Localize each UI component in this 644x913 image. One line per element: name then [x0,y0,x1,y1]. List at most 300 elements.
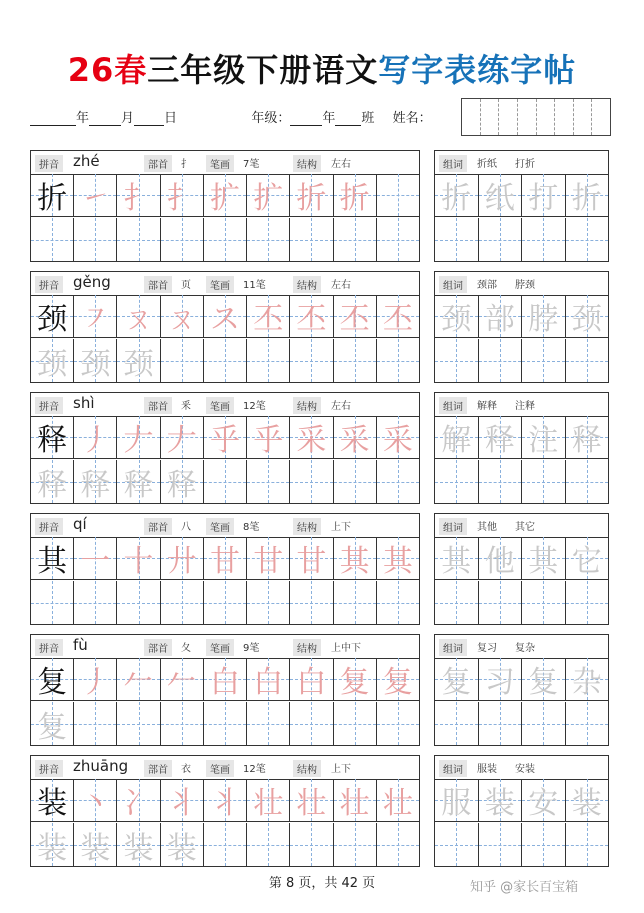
stroke-step-char: 丿 [80,665,111,700]
practice-row [31,416,419,459]
stroke-step-cell[interactable] [247,779,290,822]
stroke-step-cell[interactable] [117,416,160,459]
stroke-step-char: 采 [382,423,413,458]
word-practice-cell[interactable] [522,460,566,503]
trace-char: 释 [166,467,197,503]
stroke-step-char: 甘 [296,544,327,579]
model-char-cell [31,174,74,217]
stroke-step-cell[interactable] [117,295,160,338]
day-blank[interactable] [134,111,164,126]
practice-cell[interactable] [204,581,247,624]
stroke-step-char: 丕 [339,302,370,337]
stroke-step-char: 复 [339,665,370,700]
word-trace-cell[interactable] [435,416,479,459]
words-header [435,272,608,296]
words-row [435,779,608,822]
practice-cell[interactable] [334,581,377,624]
word-trace-cell[interactable] [522,537,566,580]
words-header [435,756,608,780]
word-trace-char: 解 [441,423,472,458]
stroke-step-cell[interactable] [117,537,160,580]
practice-cell[interactable] [247,581,290,624]
stroke-step-cell[interactable] [117,779,160,822]
pinyin-value: fù [73,636,88,654]
grade-label: 年级： [251,111,291,126]
practice-cell[interactable] [161,218,204,261]
card-header [31,514,419,538]
strokes-value: 11笔 [243,280,266,291]
words-row [435,416,608,459]
words-label: 组词 [439,155,467,172]
strokes-label: 笔画 [206,760,234,777]
practice-card [30,271,420,383]
word-practice-cell[interactable] [479,823,523,866]
info-line [30,107,432,127]
stroke-step-char: 采 [296,423,327,458]
stroke-step-cell[interactable] [334,779,377,822]
words-row [435,823,608,866]
practice-cell[interactable] [117,702,160,745]
radical-label: 部首 [144,639,172,656]
practice-cell[interactable] [74,823,117,866]
stroke-step-cell[interactable] [74,537,117,580]
word-practice-cell[interactable] [522,581,566,624]
stroke-step-cell[interactable] [247,416,290,459]
structure-value: 左右 [331,401,351,412]
practice-row [31,658,419,701]
word-2: 打折 [515,159,535,170]
day-label: 日 [164,111,178,126]
practice-cell[interactable] [31,581,74,624]
model-char: 装 [37,786,68,821]
practice-row [31,174,419,217]
word-trace-char: 其 [528,544,559,579]
practice-row [31,702,419,745]
word-practice-cell[interactable] [435,823,479,866]
practice-cell[interactable] [74,702,117,745]
trace-char: 颈 [37,346,68,382]
stroke-step-char: 丬 [209,786,240,821]
practice-cell[interactable] [334,218,377,261]
word-trace-char: 注 [528,423,559,458]
word-trace-char: 复 [528,665,559,700]
trace-char: 装 [80,830,111,866]
stroke-step-cell[interactable] [247,537,290,580]
word-practice-cell[interactable] [522,823,566,866]
practice-cell[interactable] [204,460,247,503]
radical-label: 部首 [144,518,172,535]
stroke-step-cell[interactable] [377,779,419,822]
stroke-step-cell[interactable] [290,779,333,822]
stroke-step-cell[interactable] [290,416,333,459]
stroke-step-cell[interactable] [117,174,160,217]
word-trace-cell[interactable] [566,537,609,580]
model-char-cell [31,295,74,338]
stroke-step-char: 十 [123,544,154,579]
model-char-cell [31,537,74,580]
practice-cell[interactable] [290,460,333,503]
word-trace-char: 释 [571,423,602,458]
practice-cell[interactable] [31,460,74,503]
word-trace-cell[interactable] [435,537,479,580]
practice-cell[interactable] [161,339,204,382]
practice-cell[interactable] [204,702,247,745]
stroke-step-cell[interactable] [377,174,419,217]
words-label: 组词 [439,276,467,293]
practice-cell[interactable] [204,823,247,866]
practice-cell[interactable] [161,460,204,503]
practice-cell[interactable] [247,339,290,382]
class-label: 班 [361,111,375,126]
stroke-step-char: 其 [382,544,413,579]
word-trace-cell[interactable] [522,658,566,701]
word-trace-cell[interactable] [566,174,609,217]
words-header [435,151,608,175]
word-trace-cell[interactable] [479,416,523,459]
stroke-step-cell[interactable] [204,779,247,822]
card-header [31,393,419,417]
stroke-step-cell[interactable] [247,295,290,338]
word-trace-char: 杂 [571,665,602,700]
practice-cell[interactable] [74,581,117,624]
word-practice-cell[interactable] [479,581,523,624]
trace-char: 装 [166,830,197,866]
word-practice-cell[interactable] [566,218,609,261]
word-trace-cell[interactable] [522,416,566,459]
trace-char: 释 [37,467,68,503]
stroke-step-cell[interactable] [117,658,160,701]
stroke-step-cell[interactable] [74,174,117,217]
stroke-step-cell[interactable] [74,658,117,701]
card-header [31,151,419,175]
strokes-label: 笔画 [206,518,234,535]
words-row [435,658,608,701]
month-blank[interactable] [89,111,121,126]
model-char-cell [31,658,74,701]
stroke-step-char: 丶 [80,786,111,821]
stroke-step-char: 白 [253,665,284,700]
practice-cell[interactable] [161,581,204,624]
model-char: 其 [37,544,68,579]
model-char-cell [31,779,74,822]
stroke-step-cell[interactable] [74,295,117,338]
practice-cell[interactable] [117,460,160,503]
words-row [435,339,608,382]
stroke-step-cell[interactable] [334,295,377,338]
stroke-step-char: 复 [382,665,413,700]
structure-value: 上下 [331,522,351,533]
stroke-step-cell[interactable] [204,295,247,338]
word-practice-cell[interactable] [435,581,479,624]
stroke-step-cell[interactable] [334,416,377,459]
class-blank[interactable] [335,111,361,126]
radical-value: 八 [181,522,191,533]
word-trace-cell[interactable] [566,416,609,459]
practice-cell[interactable] [377,339,419,382]
card-header [31,272,419,296]
stroke-step-cell[interactable] [161,537,204,580]
words-row [435,174,608,217]
practice-cell[interactable] [334,339,377,382]
practice-row [31,581,419,624]
word-trace-cell[interactable] [479,658,523,701]
practice-cell[interactable] [204,339,247,382]
word-practice-cell[interactable] [479,460,523,503]
stroke-step-cell[interactable] [161,779,204,822]
word-trace-char: 打 [528,181,559,216]
word-practice-cell[interactable] [479,339,523,382]
stroke-step-cell[interactable] [334,537,377,580]
word-practice-cell[interactable] [435,460,479,503]
model-char: 复 [37,665,68,700]
stroke-step-cell[interactable] [161,658,204,701]
practice-cell[interactable] [31,823,74,866]
strokes-value: 12笔 [243,401,266,412]
pinyin-label: 拼音 [35,155,63,172]
words-card [434,755,609,867]
word-2: 脖颈 [515,280,535,291]
word-trace-char: 服 [441,786,472,821]
word-trace-char: 复 [441,665,472,700]
stroke-step-char: 丬 [166,786,197,821]
structure-label: 结构 [293,397,321,414]
word-trace-char: 纸 [484,181,515,216]
stroke-step-cell[interactable] [377,295,419,338]
stroke-step-cell[interactable] [204,416,247,459]
words-header [435,393,608,417]
word-trace-char: 折 [571,181,602,216]
stroke-step-char: 冫 [123,786,154,821]
word-practice-cell[interactable] [522,218,566,261]
practice-cell[interactable] [377,218,419,261]
word-trace-cell[interactable] [522,174,566,217]
stroke-step-char: 扩 [253,181,284,216]
practice-card [30,513,420,625]
practice-cell[interactable] [334,702,377,745]
strokes-value: 8笔 [243,522,260,533]
word-trace-cell[interactable] [522,295,566,338]
stroke-step-char: 壮 [382,786,413,821]
word-practice-cell[interactable] [522,339,566,382]
stroke-step-cell[interactable] [74,779,117,822]
stroke-step-char: 丿 [80,423,111,458]
trace-char: 颈 [123,346,154,382]
card-header [31,635,419,659]
stroke-step-char: 折 [339,181,370,216]
word-1: 其他 [477,522,497,533]
stroke-step-char: 扌 [166,181,197,216]
model-char: 颈 [37,302,68,337]
word-trace-cell[interactable] [479,174,523,217]
stroke-step-char: 壮 [339,786,370,821]
year-blank[interactable] [30,111,76,126]
word-practice-cell[interactable] [566,581,609,624]
practice-cell[interactable] [377,460,419,503]
word-practice-cell[interactable] [566,460,609,503]
stroke-step-cell[interactable] [377,658,419,701]
pinyin-label: 拼音 [35,518,63,535]
title-part1: 26春 [67,51,148,89]
practice-cell[interactable] [377,823,419,866]
word-trace-cell[interactable] [435,779,479,822]
practice-cell[interactable] [74,339,117,382]
stroke-step-cell[interactable] [290,658,333,701]
stroke-step-char: ㇇ [80,302,111,337]
stroke-step-cell[interactable] [161,295,204,338]
practice-row [31,339,419,382]
word-practice-cell[interactable] [566,339,609,382]
pinyin-label: 拼音 [35,397,63,414]
word-trace-cell[interactable] [566,295,609,338]
word-trace-cell[interactable] [479,295,523,338]
stroke-step-cell[interactable] [247,174,290,217]
stroke-step-char: 丕 [253,302,284,337]
practice-cell[interactable] [117,581,160,624]
practice-cell[interactable] [74,218,117,261]
radical-label: 部首 [144,155,172,172]
word-2: 其它 [515,522,535,533]
stroke-step-cell[interactable] [204,174,247,217]
radical-value: 夂 [181,643,191,654]
stroke-step-char: 折 [296,181,327,216]
practice-cell[interactable] [377,702,419,745]
stroke-step-char: 白 [209,665,240,700]
stroke-step-cell[interactable] [290,174,333,217]
words-card [434,513,609,625]
practice-cell[interactable] [31,339,74,382]
stroke-step-char: 扌 [123,181,154,216]
word-trace-cell[interactable] [522,779,566,822]
word-practice-cell[interactable] [435,339,479,382]
word-trace-cell[interactable] [435,295,479,338]
pinyin-value: zhé [73,152,100,170]
words-row [435,702,608,745]
word-trace-cell[interactable] [435,174,479,217]
strokes-label: 笔画 [206,397,234,414]
pinyin-value: gěng [73,273,111,291]
practice-cell[interactable] [290,339,333,382]
word-trace-cell[interactable] [479,779,523,822]
stroke-step-cell[interactable] [74,416,117,459]
stroke-step-cell[interactable] [204,658,247,701]
practice-cell[interactable] [31,218,74,261]
practice-cell[interactable] [247,460,290,503]
practice-card [30,634,420,746]
practice-cell[interactable] [247,823,290,866]
word-trace-char: 其 [441,544,472,579]
stroke-step-cell[interactable] [247,658,290,701]
practice-cell[interactable] [377,581,419,624]
words-label: 组词 [439,397,467,414]
stroke-step-cell[interactable] [161,174,204,217]
word-2: 注释 [515,401,535,412]
page-title [0,44,644,96]
practice-cell[interactable] [247,218,290,261]
words-card [434,271,609,383]
word-practice-cell[interactable] [479,702,523,745]
practice-cell[interactable] [161,702,204,745]
practice-card [30,755,420,867]
stroke-step-cell[interactable] [161,416,204,459]
pinyin-value: zhuāng [73,757,129,775]
words-header [435,514,608,538]
word-trace-cell[interactable] [566,658,609,701]
pinyin-value: shì [73,394,95,412]
word-2: 安装 [515,764,535,775]
words-label: 组词 [439,760,467,777]
grade-blank[interactable] [290,111,322,126]
trace-char: 装 [123,830,154,866]
practice-row [31,295,419,338]
stroke-step-char: 壮 [296,786,327,821]
structure-value: 左右 [331,280,351,291]
stroke-step-cell[interactable] [204,537,247,580]
word-practice-cell[interactable] [435,702,479,745]
word-practice-cell[interactable] [479,218,523,261]
stroke-step-char: 廾 [166,544,197,579]
stroke-step-cell[interactable] [334,658,377,701]
practice-cell[interactable] [290,581,333,624]
year-label: 年 [76,111,90,126]
stroke-step-char: 其 [339,544,370,579]
stroke-step-cell[interactable] [290,295,333,338]
practice-cell[interactable] [117,218,160,261]
grade-year-label: 年 [322,111,336,126]
practice-cell[interactable] [117,339,160,382]
stroke-step-char: 壮 [253,786,284,821]
stroke-step-char: 𠂉 [123,665,154,700]
practice-cell[interactable] [334,823,377,866]
structure-value: 左右 [331,159,351,170]
structure-label: 结构 [293,760,321,777]
practice-cell[interactable] [290,702,333,745]
name-input-box[interactable] [461,98,611,136]
radical-value: 页 [181,280,191,291]
word-trace-cell[interactable] [435,658,479,701]
practice-cell[interactable] [117,823,160,866]
word-trace-char: 部 [484,302,515,337]
trace-char: 颈 [80,346,111,382]
word-practice-cell[interactable] [435,218,479,261]
word-practice-cell[interactable] [566,702,609,745]
structure-label: 结构 [293,155,321,172]
word-practice-cell[interactable] [522,702,566,745]
practice-cell[interactable] [290,218,333,261]
practice-row [31,779,419,822]
practice-cell[interactable] [334,460,377,503]
practice-cell[interactable] [247,702,290,745]
stroke-step-cell[interactable] [334,174,377,217]
word-trace-cell[interactable] [479,537,523,580]
radical-value: 扌 [181,159,191,170]
word-trace-char: 装 [571,786,602,821]
practice-cell[interactable] [204,218,247,261]
word-trace-cell[interactable] [566,779,609,822]
stroke-step-char: 甘 [253,544,284,579]
practice-cell[interactable] [161,823,204,866]
word-1: 服装 [477,764,497,775]
stroke-step-cell[interactable] [290,537,333,580]
stroke-step-cell[interactable] [377,416,419,459]
stroke-step-cell[interactable] [377,537,419,580]
practice-row [31,460,419,503]
practice-cell[interactable] [74,460,117,503]
word-practice-cell[interactable] [566,823,609,866]
practice-cell[interactable] [31,702,74,745]
word-trace-char: 他 [484,544,515,579]
practice-cell[interactable] [290,823,333,866]
word-trace-char: 折 [441,181,472,216]
